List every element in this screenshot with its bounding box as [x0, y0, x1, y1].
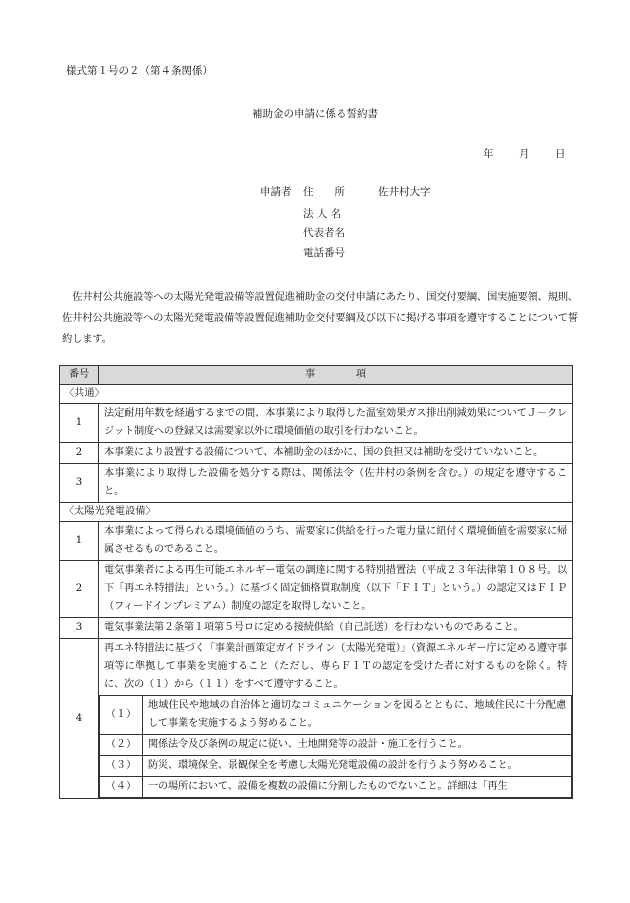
table-row: [60, 404, 573, 443]
item-text: 法定耐用年数を経過するまでの間、本事業により取得した温室効果ガス排出削減効果についてＪ－クレジット制度への登録又は需要家以外に環境価値の取引を行わないこと。: [99, 404, 573, 443]
sub-item-row: [100, 696, 572, 735]
item-number: 2: [60, 561, 99, 618]
table-row: [60, 443, 573, 464]
sub-item-row: [100, 735, 572, 756]
item-number: 3: [60, 618, 99, 639]
section-row-common: [60, 385, 573, 404]
item-4-cell: [99, 639, 573, 799]
item-number: 2: [60, 443, 99, 464]
sub-items-table: [99, 695, 572, 798]
address-value: 佐井村大字: [378, 186, 431, 198]
table-row: [60, 522, 573, 561]
sub-item-row: [100, 756, 572, 777]
representative-label: 代表者名: [303, 227, 345, 239]
corp-name-label: 法 人 名: [303, 208, 342, 220]
item-text: 本事業によって得られる環境価値のうち、需要家に供給を行った電力量に紐付く環境価値を需要家に帰属させるものであること。: [99, 522, 573, 561]
sub-item-number: （１）: [100, 696, 143, 735]
date-day-label: 日: [555, 148, 566, 160]
sub-item-text: 関係法令及び条例の規定に従い、土地開発等の設計・施工を行うこと。: [143, 735, 572, 756]
sub-item-number: （４）: [100, 777, 143, 798]
date-year-label: 年: [483, 148, 494, 160]
phone-label: 電話番号: [303, 247, 345, 259]
sub-item-text: 地域住民や地域の自治体と適切なコミュニケーションを図るとともに、地域住民に十分配慮して事業を実施するよう努めること。: [143, 696, 572, 735]
sub-item-text: 防災、環境保全、景観保全を考慮し太陽光発電設備の設計を行うよう努めること。: [143, 756, 572, 777]
applicant-prefix: 申請者: [260, 186, 292, 198]
table-row: [60, 464, 573, 503]
header-subject: 事 項: [99, 366, 573, 385]
item-text: 本事業により取得した設備を処分する際は、関係法令（佐井村の条例を含む。）の規定を遵守すること。: [99, 464, 573, 503]
section-solar: 〈太陽光発電設備〉: [60, 503, 573, 522]
item-text: 本事業により設置する設備について、本補助金のほかに、国の負担又は補助を受けていないこと。: [99, 443, 573, 464]
sub-item-row: [100, 777, 572, 798]
date-month-label: 月: [519, 148, 530, 160]
item-text: 電気事業法第２条第１項第５号ロに定める接続供給（自己託送）を行わないものであること。: [99, 618, 573, 639]
page-title: 補助金の申請に係る誓約書: [252, 108, 378, 120]
item-number: 1: [60, 404, 99, 443]
form-id: 様式第１号の２（第４条関係）: [66, 65, 213, 77]
header-number: 番号: [60, 366, 99, 385]
table-header-row: [60, 366, 573, 385]
table-row: [60, 639, 573, 799]
item-text: 再エネ特措法に基づく「事業計画策定ガイドライン（太陽光発電）」（資源エネルギー庁に定める遵守事項等に準拠して事業を実施すること（ただし、専らＦＩＴの認定を受けた者に対するものを除く。特に、次の（１）から（１１）をすべて遵守すること。: [104, 643, 567, 690]
pledge-table: [59, 365, 573, 799]
pledge-intro: 佐井村公共施設等への太陽光発電設備等設置促進補助金の交付申請にあたり、国交付要綱、国実施要領、規則、佐井村公共施設等への太陽光発電設備等設置促進補助金交付要綱及び以下に掲げる事項を遵守することについて誓約します。: [62, 291, 578, 345]
table-row: [60, 561, 573, 618]
section-row-solar: [60, 503, 573, 522]
item-number: 3: [60, 464, 99, 503]
item-number: 1: [60, 522, 99, 561]
item-text: 電気事業者による再生可能エネルギー電気の調達に関する特別措置法（平成２３年法律第１０８号。以下「再エネ特措法」という。）に基づく固定価格買取制度（以下「ＦＩＴ」という。）の認定又はＦＩＰ（フィードインプレミアム）制度の認定を取得しないこと。: [99, 561, 573, 618]
sub-item-number: （３）: [100, 756, 143, 777]
item-number: 4: [60, 639, 99, 799]
table-row: [60, 618, 573, 639]
sub-item-text: 一の場所において、設備を複数の設備に分割したものでないこと。詳細は「再生: [143, 777, 572, 798]
address-label: 住 所: [303, 186, 345, 198]
section-common: 〈共通〉: [60, 385, 573, 404]
sub-item-number: （２）: [100, 735, 143, 756]
